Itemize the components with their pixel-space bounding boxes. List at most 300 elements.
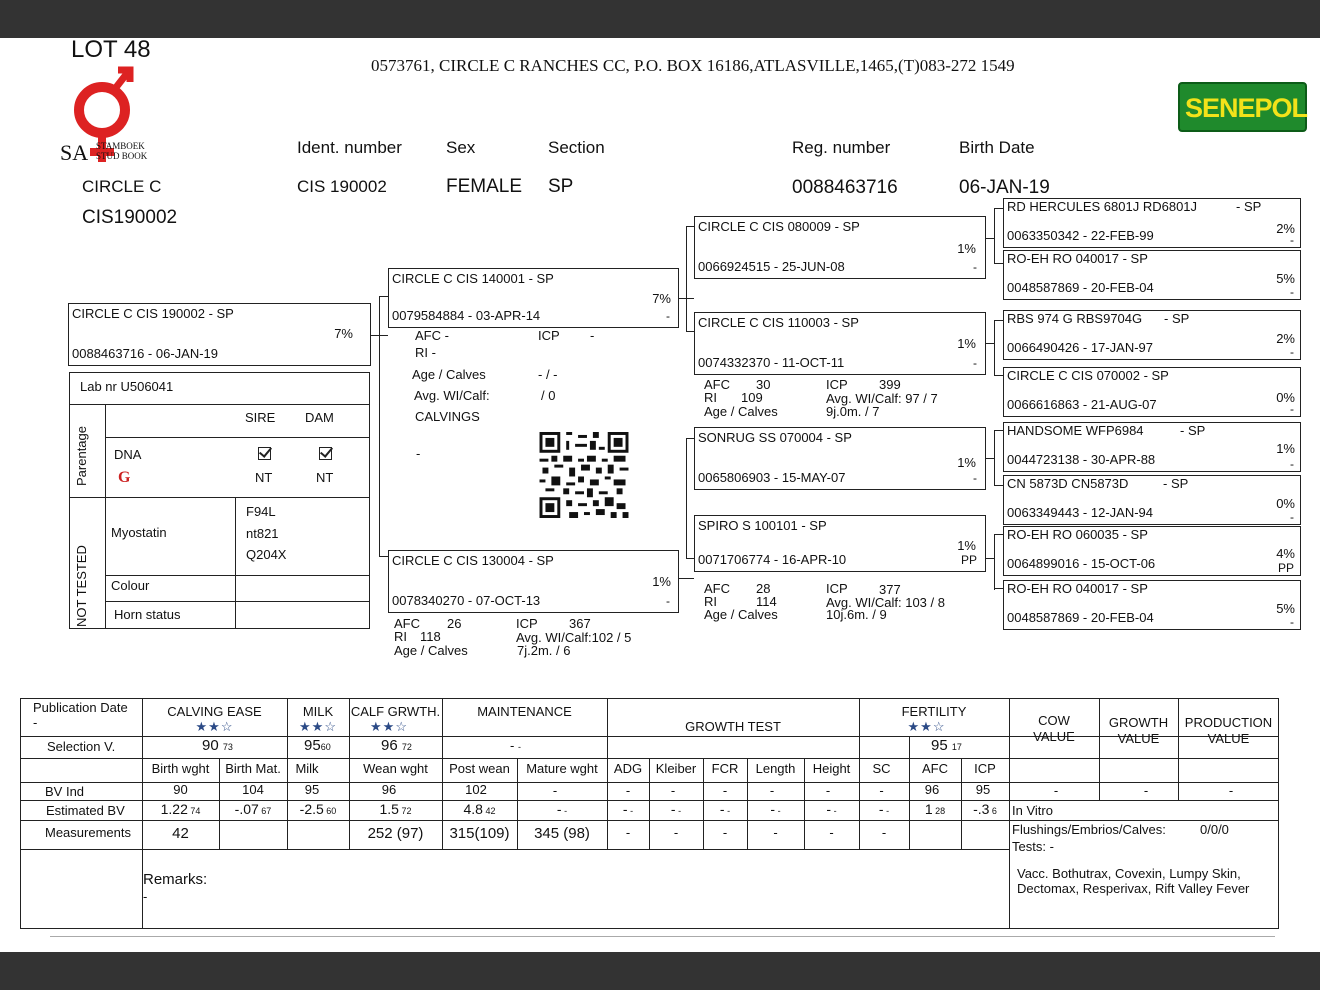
studbook-name [96,141,147,161]
selection-v-label: Selection V. [47,739,116,754]
flushings-label: Flushings/Embrios/Calves: [1012,822,1166,837]
measurement-cell: - [773,825,778,840]
pedigree-sire-sire[interactable] [694,216,986,279]
sel-maintenance [510,738,521,753]
pedigree-ggp-3[interactable] [1003,310,1301,360]
connector [686,226,694,227]
sd-avg: Avg. WI/Calf: 97 / 7 [826,391,938,406]
myostatin-nt821: nt821 [246,526,279,541]
g5-name: HANDSOME WFP6984 [1007,423,1144,438]
bv-ind-cell: 90 [173,782,188,797]
estimated-bv-value: - [826,801,832,817]
sel-milk-value: 95 [304,737,321,754]
bv-ind-cell: 102 [465,782,487,797]
estimated-bv-cell [961,801,1009,817]
birth-value: 06-JAN-19 [959,177,1050,198]
g8-dash: - [1290,615,1294,629]
estimated-bv-cell [349,801,442,817]
self-reg: 0088463716 - 06-JAN-19 [72,346,218,361]
sd-ri-label: RI [704,390,717,405]
cow-value-cell: - [1053,783,1059,798]
estimated-bv-accuracy: 6 [989,806,997,816]
pedigree-dam[interactable] [388,550,679,613]
self-afc-label: AFC - [415,328,449,343]
estimated-bv-cell [747,801,804,817]
bv-ind-cell: - [879,783,884,798]
pedigree-self[interactable] [68,303,371,366]
ds-pct: 1% [957,455,976,470]
sel-ce-value: 90 [202,737,219,754]
self-icp-label: ICP [538,328,560,343]
sd-icp-value: 399 [879,377,901,392]
measurements-label: Measurements [45,825,131,840]
growth-value-cell: - [1143,783,1149,798]
connector [994,263,1003,264]
dna-dam-check-icon [319,447,332,465]
myostatin-q204x: Q204X [246,547,287,562]
estimated-bv-cell [909,801,961,817]
growth-value-header-2: VALUE [1117,731,1160,746]
g2-reg: 0048587869 - 20-FEB-04 [1007,280,1154,295]
bv-ind-cell: 96 [381,782,397,797]
connector [994,485,1003,486]
g8-reg: 0048587869 - 20-FEB-04 [1007,610,1154,625]
pedigree-sire[interactable] [388,268,679,328]
milk-stars-icon: ★★☆ [299,719,337,734]
col-adg: ADG [613,761,643,776]
publication-date-value: - [33,715,38,730]
not-tested-label: NOT TESTED [74,545,89,627]
pedigree-ggp-2[interactable] [1003,250,1301,300]
estimated-bv-cell [287,801,349,817]
estimated-bv-value: - [556,801,562,817]
g1-dash: - [1290,233,1294,247]
ident-label: Ident. number [297,138,402,157]
col-length: Length [755,761,796,776]
sel-maint-value: - [510,738,515,753]
dd-avg: Avg. WI/Calf: 103 / 8 [826,595,945,610]
sd-age-label: Age / Calves [704,404,778,419]
remarks-value: - [143,889,148,904]
connector [686,558,694,559]
connector [379,296,388,297]
g8-pct: 5% [1276,601,1295,616]
g1-name: RD HERCULES 6801J RD6801J [1007,199,1198,214]
breeder-info: 0573761, CIRCLE C RANCHES CC, P.O. BOX 16186,ATLASVILLE,1465,(T)083-272 1549 [371,56,1015,75]
g5-pct: 1% [1276,441,1295,456]
estimated-bv-value: 1 [924,801,933,817]
studbook-line1: STAMBOEK [96,141,145,151]
sd-ri-value: 109 [741,390,763,405]
pedigree-dam-sire[interactable] [694,427,986,490]
parentage-label: Parentage [74,426,89,486]
cow-value-header-2: VALUE [1033,729,1075,744]
connector [686,226,687,332]
bv-ind-cell: - [722,783,728,798]
sel-cg-value: 96 [381,737,398,754]
sd-dash: - [973,356,977,370]
ss-dash: - [973,260,977,274]
evaluation-table [20,698,1279,929]
dam-reg: 0078340270 - 07-OCT-13 [392,593,541,608]
self-icp-value: - [590,328,595,343]
connector [994,208,1003,209]
col-icp: ICP [974,761,996,776]
g5-sect: - SP [1180,423,1206,438]
production-value-cell: - [1228,783,1234,798]
studbook-line2: STUD BOOK [96,151,148,161]
calf-growth-header: CALF GRWTH. [350,704,441,719]
dam-afc-label: AFC [394,616,420,631]
production-value-header: PRODUCTION [1184,715,1273,730]
estimated-bv-cell [517,801,607,817]
dam-icp-label: ICP [516,616,538,631]
estimated-bv-accuracy: - [775,806,781,816]
in-vitro-label: In Vitro [1012,803,1053,818]
birth-label: Birth Date [959,138,1035,157]
g1-sect: - SP [1236,199,1262,214]
estimated-bv-accuracy: 28 [932,806,946,816]
sel-calf-growth [381,737,412,754]
pedigree-ggp-4[interactable] [1003,367,1301,417]
dna-sire-nt: NT [255,470,273,485]
estimated-bv-accuracy: - [724,806,731,816]
pedigree-ggp-7[interactable] [1003,526,1301,576]
estimated-bv-accuracy: - [883,806,890,816]
g5-reg: 0044723138 - 30-APR-88 [1007,452,1156,467]
table-row-line [21,849,1009,850]
sd-pct: 1% [957,336,976,351]
estimated-bv-accuracy: - [627,806,634,816]
sd-afc-label: AFC [704,377,730,392]
bv-ind-cell: - [670,783,676,798]
sel-fert-value: 95 [931,737,948,754]
g7-name: RO-EH RO 060035 - SP [1007,527,1148,542]
estimated-bv-value: - [719,801,725,817]
bv-ind-label: BV Ind [45,784,85,799]
connector [994,588,1003,589]
bv-ind-cell: - [552,783,558,798]
self-pct: 7% [334,326,353,341]
measurement-cell: - [673,825,679,840]
growth-test-header: GROWTH TEST [685,719,781,734]
estimated-bv-value: - [878,801,884,817]
dam-age-value: 7j.2m. / 6 [517,643,571,658]
g2-dash: - [1290,285,1294,299]
connector [986,238,994,239]
section-value: SP [548,176,574,197]
lab-divider [105,601,370,602]
horn-status-label: Horn status [114,607,181,622]
myostatin-label: Myostatin [111,525,167,540]
self-avg-value: / 0 [541,388,556,403]
maintenance-header: MAINTENANCE [477,704,572,719]
cow-value-header: COW [1038,713,1070,728]
pedigree-ggp-1[interactable] [1003,198,1301,248]
estimated-bv-cell [859,801,909,817]
dam-name: CIRCLE C CIS 130004 - SP [392,553,554,568]
g1-reg: 0063350342 - 22-FEB-99 [1007,228,1154,243]
footer-rule [50,936,1275,937]
ss-name: CIRCLE C CIS 080009 - SP [698,219,860,234]
estimated-bv-value: -.07 [234,801,259,817]
connector [379,296,380,557]
dam-age-label: Age / Calves [394,643,468,658]
measurement-cell: 42 [172,825,189,842]
sel-cg-sub: 72 [401,742,412,752]
studbook-abbr: SA [60,140,89,165]
sel-milk-sub: 60 [320,742,331,752]
dam-dash: - [666,594,670,608]
sire-reg: 0079584884 - 03-APR-14 [392,308,541,323]
dd-afc-label: AFC [704,581,730,596]
dna-sire-check-icon [258,447,271,465]
calvings-value: - [416,446,421,461]
estimated-bv-accuracy: - [675,806,682,816]
lab-divider [70,404,370,405]
dd-dash: PP [960,553,977,567]
calf-growth-stars-icon: ★★☆ [370,719,408,734]
sel-calving-ease [202,737,233,754]
col-birth-wght: Birth wght [151,761,210,776]
col-birth-mat: Birth Mat. [225,761,281,776]
measurement-cell: - [722,825,728,840]
connector [994,320,995,376]
ds-name: SONRUG SS 070004 - SP [698,430,852,445]
g4-reg: 0066616863 - 21-AUG-07 [1007,397,1157,412]
bv-ind-cell: 95 [975,782,991,797]
lab-divider [105,575,370,576]
estimated-bv-value: 4.8 [463,801,483,817]
sd-afc-value: 30 [756,377,771,392]
milk-header: MILK [302,704,334,719]
sel-milk [304,737,331,754]
connector [994,375,1003,376]
estimated-bv-accuracy: - [831,806,837,816]
self-ri-label: RI - [415,345,436,360]
estimated-bv-cell [804,801,859,817]
estimated-bv-accuracy: 74 [187,806,201,816]
dna-dam-nt: NT [316,470,334,485]
estimated-bv-value: - [622,801,628,817]
self-name: CIRCLE C CIS 190002 - SP [72,306,234,321]
connector [994,534,995,590]
sd-reg: 0074332370 - 11-OCT-11 [698,355,845,370]
tests-label: Tests: - [1012,839,1054,854]
connector [994,320,1003,321]
pedigree-ggp-6[interactable] [1003,475,1301,525]
bottom-bar [0,952,1320,990]
animal-herd: CIRCLE C [82,177,162,196]
genetics-logo-icon: G [118,469,131,486]
self-age-label: Age / Calves [412,367,486,382]
bv-ind-cell: 95 [304,782,320,797]
g6-sect: - SP [1163,476,1189,491]
estimated-bv-accuracy: - [561,806,568,816]
senepol-text: SENEPOL [1185,93,1308,123]
sd-icp-label: ICP [826,377,848,392]
sex-value: FEMALE [446,176,523,197]
connector [994,430,995,486]
col-wean-wght: Wean wght [363,761,428,776]
g7-dash: PP [1277,561,1294,575]
pedigree-page [0,38,1320,952]
fertility-header: FERTILITY [901,704,967,719]
g3-reg: 0066490426 - 17-JAN-97 [1007,340,1153,355]
estimated-bv-value: - [670,801,676,817]
estimated-bv-value: 1.22 [160,801,188,817]
g6-name: CN 5873D CN5873D [1007,476,1129,491]
dd-icp-label: ICP [826,581,848,596]
g4-name: CIRCLE C CIS 070002 - SP [1007,368,1169,383]
ss-pct: 1% [957,241,976,256]
connector [994,534,1003,535]
connector [986,458,994,459]
dd-name: SPIRO S 100101 - SP [698,518,827,533]
measurement-cell: - [881,825,887,840]
sel-fert-sub: 17 [951,742,962,752]
estimated-bv-accuracy: 72 [398,806,412,816]
connector [994,208,995,264]
remarks-label: Remarks: [143,871,208,888]
lab-panel [69,372,370,629]
pedigree-sire-dam[interactable] [694,312,986,375]
dd-reg: 0071706774 - 16-APR-10 [698,552,847,567]
col-afc: AFC [922,761,948,776]
sire-dash: - [666,309,670,323]
dam-pct: 1% [652,574,671,589]
sel-ce-sub: 73 [222,742,233,752]
g4-dash: - [1290,402,1294,416]
estimated-bv-cell [219,801,287,817]
lab-sire: SIRE [245,410,276,425]
sel-fertility [931,737,962,754]
g6-dash: - [1290,510,1294,524]
bv-ind-cell: - [769,783,775,798]
measurement-cell: 315(109) [449,825,510,842]
lab-number: Lab nr U506041 [80,379,174,394]
self-avg-label: Avg. WI/Calf: [414,388,490,403]
measurement-cell: 252 (97) [367,825,424,842]
dd-ri-label: RI [704,594,717,609]
flushings-value: 0/0/0 [1200,822,1229,837]
bv-ind-cell: 96 [924,782,940,797]
dd-age-value: 10j.6m. / 9 [826,607,887,622]
table-row-line [21,820,1279,821]
estimated-bv-value: 1.5 [379,801,399,817]
connector [994,430,1003,431]
reg-value: 0088463716 [792,177,898,198]
pedigree-ggp-8[interactable] [1003,580,1301,630]
estimated-bv-cell [442,801,517,817]
vaccination-line-1: Vacc. Bothutrax, Covexin, Lumpy Skin, [1017,866,1241,881]
g6-reg: 0063349443 - 12-JAN-94 [1007,505,1153,520]
self-age-value: - / - [538,367,558,382]
estimated-bv-cell [607,801,649,817]
g7-reg: 0064899016 - 15-OCT-06 [1007,556,1156,571]
pedigree-ggp-5[interactable] [1003,422,1301,472]
connector [679,578,694,579]
lot-number: LOT 48 [71,36,151,63]
connector [686,331,694,332]
g8-name: RO-EH RO 040017 - SP [1007,581,1148,596]
bv-ind-cell: - [825,783,831,798]
sd-age-value: 9j.0m. / 7 [826,404,880,419]
col-milk: Milk [295,761,319,776]
col-kleiber: Kleiber [655,761,697,776]
col-sc: SC [872,761,891,776]
estimated-bv-cell [142,801,219,817]
col-height: Height [812,761,851,776]
dam-avg: Avg. WI/Calf:102 / 5 [516,630,632,645]
top-bar [0,0,1320,38]
lab-dam: DAM [305,410,334,425]
g5-dash: - [1290,457,1294,471]
connector [986,343,994,344]
g3-dash: - [1290,345,1294,359]
sire-name: CIRCLE C CIS 140001 - SP [392,271,554,286]
dd-icp-value: 377 [879,582,901,597]
ss-reg: 0066924515 - 25-JUN-08 [698,259,845,274]
sd-name: CIRCLE C CIS 110003 - SP [698,315,859,330]
calvings-label: CALVINGS [415,409,480,424]
table-row-line [21,758,1279,759]
g2-pct: 5% [1276,271,1295,286]
dd-age-label: Age / Calves [704,607,778,622]
connector [379,556,388,557]
g2-name: RO-EH RO 040017 - SP [1007,251,1148,266]
estimated-bv-label: Estimated BV [46,803,125,818]
measurement-cell: 345 (98) [534,825,590,842]
dd-pct: 1% [957,538,976,553]
col-mature-wght: Mature wght [526,761,598,776]
estimated-bv-cell [649,801,703,817]
growth-value-header: GROWTH [1108,715,1169,730]
section-label: Section [548,138,605,157]
sex-label: Sex [446,138,476,157]
lab-divider [235,497,236,629]
dd-ri-value: 114 [756,594,777,609]
g7-pct: 4% [1276,546,1295,561]
calving-ease-header: CALVING EASE [167,704,262,719]
col-post-wean: Post wean [449,761,510,776]
lab-divider [105,437,370,438]
sel-maint-sub: - [517,742,521,752]
production-value-header-2: VALUE [1207,731,1250,746]
reg-label: Reg. number [792,138,891,157]
g3-sect: - SP [1164,311,1190,326]
estimated-bv-value: - [770,801,776,817]
ds-reg: 0065806903 - 15-MAY-07 [698,470,846,485]
qr-code-icon [539,432,629,518]
pedigree-dam-dam[interactable] [694,515,986,572]
measurement-cell: - [829,825,834,840]
ds-dash: - [973,471,977,485]
estimated-bv-accuracy: 60 [323,806,337,816]
estimated-bv-value: -2.5 [299,801,324,817]
connector [686,438,694,439]
sire-pct: 7% [652,291,671,306]
myostatin-f94l: F94L [246,504,276,519]
g6-pct: 0% [1276,496,1295,511]
dam-icp-value: 367 [569,616,591,631]
animal-code: CIS190002 [82,207,178,228]
dam-afc-value: 26 [447,616,462,631]
dd-afc-value: 28 [756,581,771,596]
connector [686,438,687,559]
bv-ind-cell: 104 [242,782,264,797]
g3-pct: 2% [1276,331,1295,346]
